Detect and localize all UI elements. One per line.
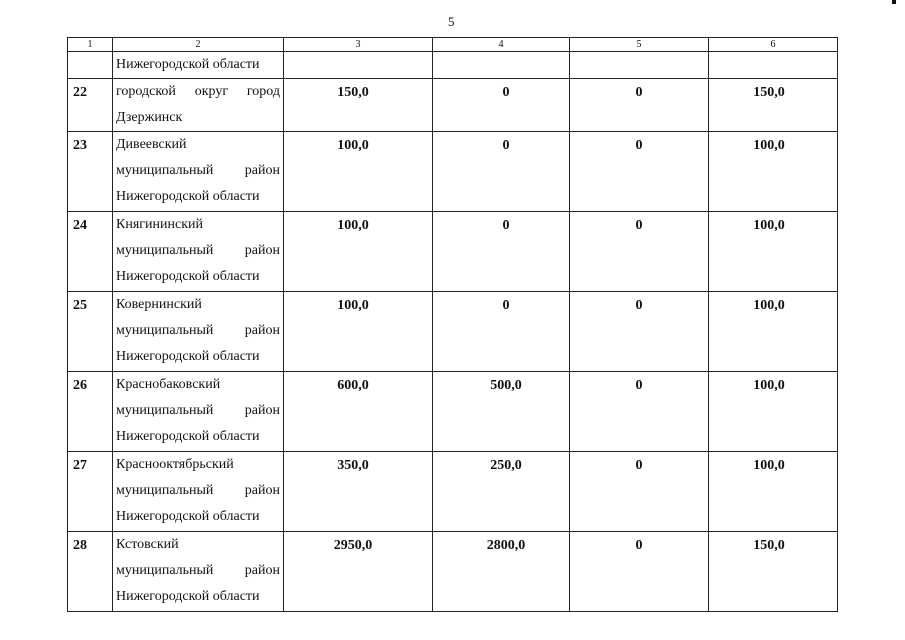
cell-number: 27 [68, 452, 113, 532]
name-line: Нижегородской области [116, 57, 260, 72]
name-line: Нижегородской области [116, 189, 260, 204]
column-header-6: 6 [709, 38, 838, 52]
cell-name [113, 292, 284, 372]
cell-col5 [570, 52, 709, 79]
name-line: муниципальный район [116, 403, 280, 418]
cell-col4: 0 [433, 79, 570, 132]
page-number: 5 [448, 14, 455, 29]
table-row [68, 79, 838, 132]
cell-col5: 0 [570, 292, 709, 372]
cell-col3: 150,0 [284, 79, 433, 132]
name-line: муниципальный район [116, 563, 280, 578]
cell-name [113, 132, 284, 212]
cell-name [113, 452, 284, 532]
table-row [68, 212, 838, 292]
cell-name [113, 212, 284, 292]
name-line: Дзержинск [116, 110, 183, 125]
cell-col6: 100,0 [709, 132, 838, 212]
column-header-2: 2 [113, 38, 284, 52]
name-line: муниципальный район [116, 323, 280, 338]
cell-col5: 0 [570, 79, 709, 132]
cell-number: 24 [68, 212, 113, 292]
name-line: Краснооктябрьский [116, 457, 234, 472]
name-line: Нижегородской области [116, 349, 260, 364]
allocation-table [67, 37, 838, 612]
table-row [68, 292, 838, 372]
table-row [68, 132, 838, 212]
column-header-4: 4 [433, 38, 570, 52]
name-line: Краснобаковский [116, 377, 221, 392]
name-line: Кстовский [116, 537, 179, 552]
cell-col3: 100,0 [284, 212, 433, 292]
cell-col5: 0 [570, 212, 709, 292]
cell-number: 22 [68, 79, 113, 132]
table-row [68, 372, 838, 452]
cell-col4: 500,0 [433, 372, 570, 452]
cell-col4: 0 [433, 292, 570, 372]
cell-col6: 100,0 [709, 292, 838, 372]
cell-number: 25 [68, 292, 113, 372]
name-line: муниципальный район [116, 163, 280, 178]
table-row [68, 532, 838, 612]
name-line: Нижегородской области [116, 589, 260, 604]
table-body [68, 52, 838, 612]
name-line: Нижегородской области [116, 429, 260, 444]
cell-number: 28 [68, 532, 113, 612]
cell-number: 26 [68, 372, 113, 452]
cell-col4: 250,0 [433, 452, 570, 532]
name-line: Нижегородской области [116, 509, 260, 524]
column-header-1: 1 [68, 38, 113, 52]
cell-col3: 350,0 [284, 452, 433, 532]
column-header-5: 5 [570, 38, 709, 52]
table-row-continuation [68, 52, 838, 79]
name-line: Дивеевский [116, 137, 187, 152]
cell-col5: 0 [570, 372, 709, 452]
cell-col4 [433, 52, 570, 79]
table-header [68, 38, 838, 52]
cell-number [68, 52, 113, 79]
cell-col6: 100,0 [709, 212, 838, 292]
column-header-3: 3 [284, 38, 433, 52]
cell-col6: 150,0 [709, 532, 838, 612]
cell-col3: 100,0 [284, 132, 433, 212]
cell-number: 23 [68, 132, 113, 212]
cell-col5: 0 [570, 532, 709, 612]
cell-col6: 150,0 [709, 79, 838, 132]
table-row [68, 452, 838, 532]
cell-col3: 100,0 [284, 292, 433, 372]
cell-col3: 600,0 [284, 372, 433, 452]
cell-name [113, 52, 284, 79]
cell-col4: 0 [433, 132, 570, 212]
scan-edge-mark [892, 0, 896, 4]
cell-col6: 100,0 [709, 372, 838, 452]
name-line: городской округ город [116, 84, 280, 99]
cell-col4: 0 [433, 212, 570, 292]
name-line: Ковернинский [116, 297, 202, 312]
cell-col5: 0 [570, 452, 709, 532]
cell-col6: 100,0 [709, 452, 838, 532]
cell-name [113, 79, 284, 132]
name-line: муниципальный район [116, 483, 280, 498]
name-line: Княгининский [116, 217, 203, 232]
cell-name [113, 532, 284, 612]
name-line: Нижегородской области [116, 269, 260, 284]
cell-col3 [284, 52, 433, 79]
cell-col3: 2950,0 [284, 532, 433, 612]
cell-name [113, 372, 284, 452]
cell-col5: 0 [570, 132, 709, 212]
cell-col4: 2800,0 [433, 532, 570, 612]
cell-col6 [709, 52, 838, 79]
name-line: муниципальный район [116, 243, 280, 258]
